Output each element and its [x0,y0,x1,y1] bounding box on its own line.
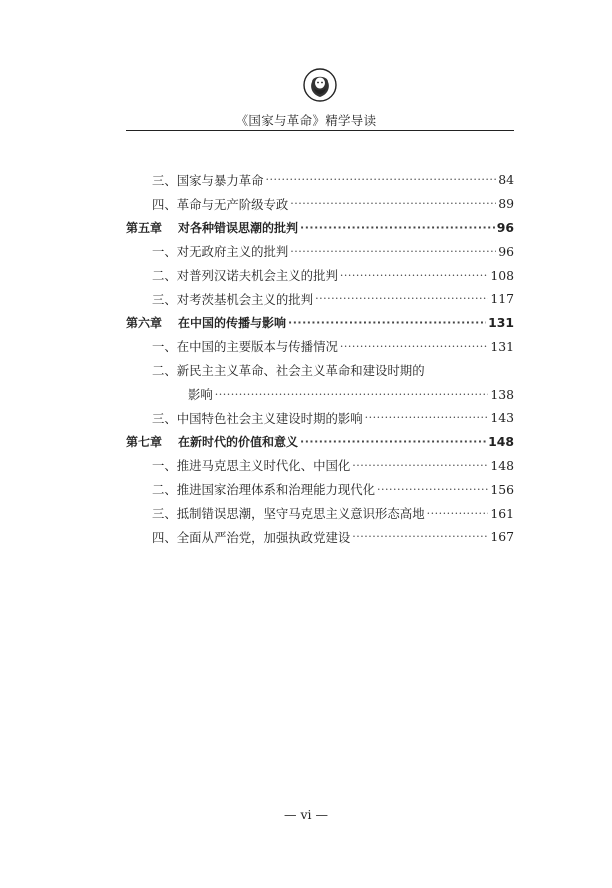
toc-chapter-number: 第六章 [126,316,163,331]
toc-dot-leader [352,530,488,543]
toc-entry-row[interactable] [126,168,514,192]
toc-dot-leader [377,483,488,496]
toc-entry-label: 四、全面从严治党，加强执政党建设 [152,529,351,545]
table-of-contents [126,168,514,549]
toc-chapter-number: 第七章 [126,435,163,450]
toc-entry-label: 三、国家与暴力革命 [152,172,264,188]
toc-dot-leader [288,316,486,329]
toc-dot-leader [290,245,496,258]
header-rule [126,130,514,131]
marx-portrait-icon [303,68,337,102]
toc-dot-leader [300,435,486,448]
toc-entry-label: 四、革命与无产阶级专政 [152,196,289,212]
toc-chapter-row[interactable] [126,216,514,240]
toc-page-number: 84 [498,172,514,188]
toc-dot-leader [365,411,489,424]
toc-page-number: 161 [490,505,514,521]
toc-dot-leader [266,173,497,186]
toc-entry-label: 影响 [188,387,213,403]
toc-page-number: 148 [488,434,514,450]
toc-entry-label: 一、推进马克思主义时代化、中国化 [152,458,351,474]
toc-dot-leader [352,459,488,472]
toc-entry-label: 对各种错误思潮的批判 [178,220,299,235]
toc-entry-row[interactable] [126,239,514,263]
toc-page-number: 167 [490,529,514,545]
toc-entry-row[interactable] [126,287,514,311]
toc-entry-row[interactable] [126,501,514,525]
toc-entry-label: 三、抵制错误思潮，坚守马克思主义意识形态高地 [152,506,425,522]
toc-entry-row[interactable] [126,454,514,478]
toc-page-number: 131 [490,338,514,354]
toc-dot-leader [340,340,488,353]
toc-entry-label: 一、对无政府主义的批判 [152,244,289,260]
toc-entry-label: 二、对普列汉诺夫机会主义的批判 [152,268,338,284]
toc-entry-label: 在新时代的价值和意义 [178,435,299,450]
toc-dot-leader [315,292,488,305]
toc-entry-label: 二、推进国家治理体系和治理能力现代化 [152,482,376,498]
toc-page-number: 138 [490,386,514,402]
toc-entry-row[interactable] [126,525,514,549]
toc-dot-leader [427,507,489,520]
toc-entry-row[interactable] [126,406,514,430]
toc-page-number: 117 [490,291,514,307]
page-number: — vi — [283,807,328,822]
toc-dot-leader [290,197,496,210]
toc-entry-row[interactable] [126,358,514,382]
toc-dot-leader [300,221,495,234]
toc-page-number: 96 [498,243,514,259]
toc-entry-label: 在中国的传播与影响 [178,316,287,331]
toc-page-number: 96 [496,219,514,235]
running-header-title: 《国家与革命》精学导读 [235,113,377,128]
toc-entry-row[interactable] [126,263,514,287]
toc-page-number: 89 [498,196,514,212]
toc-page-number: 148 [490,457,514,473]
toc-entry-row[interactable] [126,382,514,406]
toc-entry-label: 一、在中国的主要版本与传播情况 [152,339,338,355]
toc-page-number: 156 [490,481,514,497]
toc-entry-label: 二、新民主主义革命、社会主义革命和建设时期的 [152,363,425,379]
toc-dot-leader [340,269,488,282]
toc-entry-label: 三、对考茨基机会主义的批判 [152,291,314,307]
toc-page-number: 108 [490,267,514,283]
toc-entry-label: 三、中国特色社会主义建设时期的影响 [152,410,363,426]
toc-page-number: 143 [490,410,514,426]
toc-chapter-row[interactable] [126,311,514,335]
toc-page-number: 131 [488,315,514,331]
toc-entry-row[interactable] [126,335,514,359]
toc-chapter-row[interactable] [126,430,514,454]
toc-entry-row[interactable] [126,477,514,501]
toc-entry-row[interactable] [126,192,514,216]
toc-chapter-number: 第五章 [126,220,163,235]
toc-dot-leader [215,388,489,401]
